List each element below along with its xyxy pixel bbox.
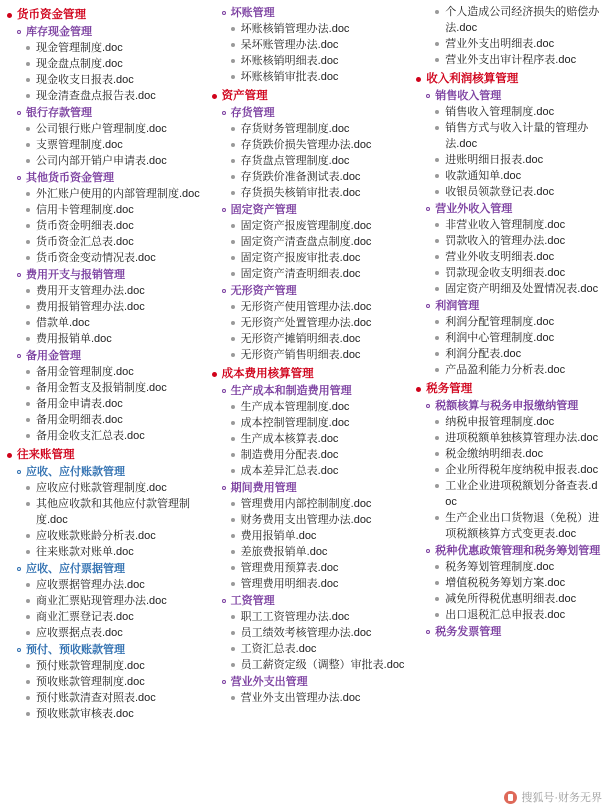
- list-item[interactable]: 利润分配表.doc: [415, 346, 602, 362]
- list-item[interactable]: 应收应付账款管理制度.doc: [6, 480, 203, 496]
- subcategory-heading: 生产成本和制造费用管理: [211, 383, 408, 399]
- list-item[interactable]: 收银员领款登记表.doc: [415, 184, 602, 200]
- watermark-text: 搜狐号·财务无界: [521, 792, 602, 804]
- subcategory-heading: 营业外支出管理: [211, 674, 408, 690]
- outline-list-middle: [211, 5, 408, 706]
- three-column-layout: [2, 4, 606, 722]
- list-item[interactable]: 生产成本核算表.doc: [211, 431, 408, 447]
- list-item[interactable]: 职工工资管理办法.doc: [211, 609, 408, 625]
- list-item[interactable]: 坏账核销审批表.doc: [211, 69, 408, 85]
- list-item[interactable]: 差旅费报销单.doc: [211, 544, 408, 560]
- list-item[interactable]: 销售方式与收入计量的管理办法.doc: [415, 120, 602, 152]
- list-item[interactable]: 管理费用内部控制制度.doc: [211, 496, 408, 512]
- list-item[interactable]: 预收账款管理制度.doc: [6, 674, 203, 690]
- list-item[interactable]: 预收账款审核表.doc: [6, 706, 203, 722]
- list-item[interactable]: 预付账款清查对照表.doc: [6, 690, 203, 706]
- subcategory-heading: 税务发票管理: [415, 624, 602, 640]
- list-item[interactable]: 无形资产销售明细表.doc: [211, 347, 408, 363]
- subcategory-heading: 营业外收入管理: [415, 201, 602, 217]
- list-item[interactable]: 商业汇票贴现管理办法.doc: [6, 593, 203, 609]
- list-item[interactable]: 其他应收款和其他应付款管理制度.doc: [6, 496, 203, 528]
- list-item[interactable]: 成本控制管理制度.doc: [211, 415, 408, 431]
- list-item[interactable]: 税金缴纳明细表.doc: [415, 446, 602, 462]
- list-item[interactable]: 制造费用分配表.doc: [211, 447, 408, 463]
- list-item[interactable]: 存货跌价损失管理办法.doc: [211, 137, 408, 153]
- column-right: [411, 4, 606, 640]
- list-item[interactable]: 营业外收支明细表.doc: [415, 249, 602, 265]
- list-item[interactable]: 坏账核销明细表.doc: [211, 53, 408, 69]
- list-item[interactable]: 借款单.doc: [6, 315, 203, 331]
- list-item[interactable]: 支票管理制度.doc: [6, 137, 203, 153]
- subcategory-heading: 应收、应付账款管理: [6, 464, 203, 480]
- list-item[interactable]: 企业所得税年度纳税申报表.doc: [415, 462, 602, 478]
- list-item[interactable]: 存货财务管理制度.doc: [211, 121, 408, 137]
- list-item[interactable]: 固定资产报废管理制度.doc: [211, 218, 408, 234]
- list-item[interactable]: 存货损失核销审批表.doc: [211, 185, 408, 201]
- list-item[interactable]: 呆坏账管理办法.doc: [211, 37, 408, 53]
- list-item[interactable]: 罚款现金收支明细表.doc: [415, 265, 602, 281]
- list-item[interactable]: 无形资产使用管理办法.doc: [211, 299, 408, 315]
- list-item[interactable]: 信用卡管理制度.doc: [6, 202, 203, 218]
- list-item[interactable]: 备用金申请表.doc: [6, 396, 203, 412]
- list-item[interactable]: 个人造成公司经济损失的赔偿办法.doc: [415, 4, 602, 36]
- list-item[interactable]: 备用金收支汇总表.doc: [6, 428, 203, 444]
- list-item[interactable]: 税务筹划管理制度.doc: [415, 559, 602, 575]
- subcategory-heading: 税种优惠政策管理和税务筹划管理: [415, 543, 602, 559]
- list-item[interactable]: 产品盈利能力分析表.doc: [415, 362, 602, 378]
- subcategory-heading: 固定资产管理: [211, 202, 408, 218]
- category-heading: 税务管理: [415, 381, 602, 397]
- list-item[interactable]: 外汇账户使用的内部管理制度.doc: [6, 186, 203, 202]
- list-item[interactable]: 备用金管理制度.doc: [6, 364, 203, 380]
- list-item[interactable]: 纳税申报管理制度.doc: [415, 414, 602, 430]
- subcategory-heading: 坏账管理: [211, 5, 408, 21]
- list-item[interactable]: 费用报销管理办法.doc: [6, 299, 203, 315]
- subcategory-heading: 利润管理: [415, 298, 602, 314]
- watermark: [504, 789, 602, 805]
- list-item[interactable]: 费用报销单.doc: [6, 331, 203, 347]
- list-item[interactable]: 增值税税务筹划方案.doc: [415, 575, 602, 591]
- category-heading: 往来账管理: [6, 447, 203, 463]
- subcategory-heading: 库存现金管理: [6, 24, 203, 40]
- outline-list-left: [6, 7, 203, 722]
- list-item[interactable]: 费用报销单.doc: [211, 528, 408, 544]
- subcategory-heading: 预付、预收账款管理: [6, 642, 203, 658]
- list-item[interactable]: 员工薪资定级（调整）审批表.doc: [211, 657, 408, 673]
- list-item[interactable]: 商业汇票登记表.doc: [6, 609, 203, 625]
- list-item[interactable]: 往来账款对账单.doc: [6, 544, 203, 560]
- list-item[interactable]: 现金收支日报表.doc: [6, 72, 203, 88]
- list-item[interactable]: 固定资产明细及处置情况表.doc: [415, 281, 602, 297]
- subcategory-heading: 其他货币资金管理: [6, 170, 203, 186]
- list-item[interactable]: 备用金明细表.doc: [6, 412, 203, 428]
- list-item[interactable]: 费用开支管理办法.doc: [6, 283, 203, 299]
- list-item[interactable]: 现金盘点制度.doc: [6, 56, 203, 72]
- list-item[interactable]: 货币资金明细表.doc: [6, 218, 203, 234]
- list-item[interactable]: 应收票据点表.doc: [6, 625, 203, 641]
- list-item[interactable]: 现金管理制度.doc: [6, 40, 203, 56]
- list-item[interactable]: 工业企业进项税额划分备查表.doc: [415, 478, 602, 510]
- list-item[interactable]: 管理费用明细表.doc: [211, 576, 408, 592]
- sohu-logo-icon: [504, 791, 517, 804]
- list-item[interactable]: 成本差异汇总表.doc: [211, 463, 408, 479]
- category-heading: 资产管理: [211, 88, 408, 104]
- list-item[interactable]: 利润分配管理制度.doc: [415, 314, 602, 330]
- subcategory-heading: 无形资产管理: [211, 283, 408, 299]
- list-item[interactable]: 财务费用支出管理办法.doc: [211, 512, 408, 528]
- category-heading: 货币资金管理: [6, 7, 203, 23]
- list-item[interactable]: 出口退税汇总申报表.doc: [415, 607, 602, 623]
- subcategory-heading: 期间费用管理: [211, 480, 408, 496]
- list-item[interactable]: 现金清查盘点报告表.doc: [6, 88, 203, 104]
- list-item[interactable]: 销售收入管理制度.doc: [415, 104, 602, 120]
- list-item[interactable]: 坏账核销管理办法.doc: [211, 21, 408, 37]
- category-heading: 成本费用核算管理: [211, 366, 408, 382]
- list-item[interactable]: 固定资产报废审批表.doc: [211, 250, 408, 266]
- list-item[interactable]: 进账明细日报表.doc: [415, 152, 602, 168]
- list-item[interactable]: 货币资金变动情况表.doc: [6, 250, 203, 266]
- list-item[interactable]: 公司内部开销户申请表.doc: [6, 153, 203, 169]
- subcategory-heading: 税额核算与税务申报缴纳管理: [415, 398, 602, 414]
- category-heading: 收入利润核算管理: [415, 71, 602, 87]
- list-item[interactable]: 存货跌价准备测试表.doc: [211, 169, 408, 185]
- list-item[interactable]: 管理费用预算表.doc: [211, 560, 408, 576]
- column-left: [2, 4, 207, 722]
- list-item[interactable]: 无形资产摊销明细表.doc: [211, 331, 408, 347]
- list-item[interactable]: 生产成本管理制度.doc: [211, 399, 408, 415]
- list-item[interactable]: 存货盘点管理制度.doc: [211, 153, 408, 169]
- list-item[interactable]: 无形资产处置管理办法.doc: [211, 315, 408, 331]
- list-item[interactable]: 减免所得税优惠明细表.doc: [415, 591, 602, 607]
- subcategory-heading: 备用金管理: [6, 348, 203, 364]
- subcategory-heading: 存货管理: [211, 105, 408, 121]
- list-item[interactable]: 进项税额单独核算管理办法.doc: [415, 430, 602, 446]
- outline-list-right: [415, 4, 602, 640]
- list-item[interactable]: 固定资产清查盘点制度.doc: [211, 234, 408, 250]
- list-item[interactable]: 固定资产清查明细表.doc: [211, 266, 408, 282]
- subcategory-heading: 银行存款管理: [6, 105, 203, 121]
- list-item[interactable]: 公司银行账户管理制度.doc: [6, 121, 203, 137]
- subcategory-heading: 应收、应付票据管理: [6, 561, 203, 577]
- list-item[interactable]: 预付账款管理制度.doc: [6, 658, 203, 674]
- list-item[interactable]: 收款通知单.doc: [415, 168, 602, 184]
- subcategory-heading: 费用开支与报销管理: [6, 267, 203, 283]
- list-item[interactable]: 工资汇总表.doc: [211, 641, 408, 657]
- list-item[interactable]: 营业外支出审计程序表.doc: [415, 52, 602, 68]
- list-item[interactable]: 货币资金汇总表.doc: [6, 234, 203, 250]
- list-item[interactable]: 非营业收入管理制度.doc: [415, 217, 602, 233]
- list-item[interactable]: 员工绩效考核管理办法.doc: [211, 625, 408, 641]
- subcategory-heading: 工资管理: [211, 593, 408, 609]
- list-item[interactable]: 营业外支出管理办法.doc: [211, 690, 408, 706]
- subcategory-heading: 销售收入管理: [415, 88, 602, 104]
- list-item[interactable]: 应收票据管理办法.doc: [6, 577, 203, 593]
- list-item[interactable]: 生产企业出口货物退（免税）进项税额核算方式变更表.doc: [415, 510, 602, 542]
- list-item[interactable]: 应收账款账龄分析表.doc: [6, 528, 203, 544]
- column-middle: [207, 4, 412, 706]
- list-item[interactable]: 利润中心管理制度.doc: [415, 330, 602, 346]
- list-item[interactable]: 罚款收入的管理办法.doc: [415, 233, 602, 249]
- list-item[interactable]: 备用金暂支及报销制度.doc: [6, 380, 203, 396]
- list-item[interactable]: 营业外支出明细表.doc: [415, 36, 602, 52]
